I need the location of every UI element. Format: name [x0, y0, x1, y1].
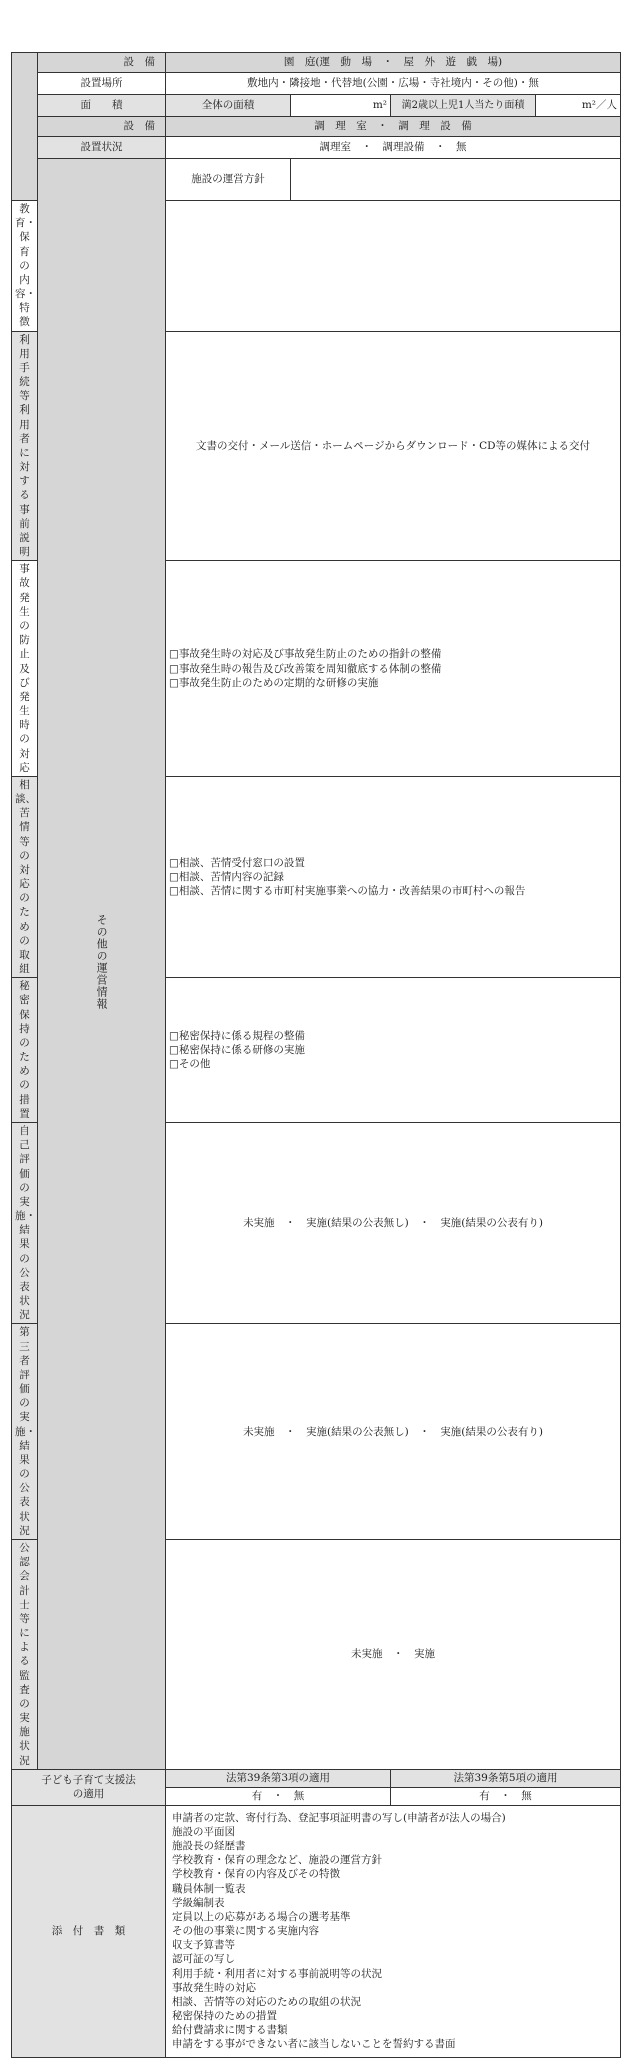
attachment-item: 学校教育・保育の内容及びその特徴: [172, 1868, 340, 1881]
application-form-table: [11, 52, 621, 2058]
per-child-area-field[interactable]: [536, 95, 621, 117]
other-info-value-3: [166, 561, 621, 777]
other-info-line: □その他: [169, 1058, 211, 1071]
other-info-label-3: [12, 561, 38, 777]
garden-location-value: 敷地内・隣接地・代替地(公園・広場・寺社境内・その他)・無: [166, 73, 621, 95]
other-info-line: □事故発生時の報告及び改善策を周知徹底する体制の整備: [169, 662, 442, 675]
attachment-item: 施設の平面図: [172, 1825, 235, 1838]
other-info-label-0: [166, 159, 291, 201]
other-info-label-8: [12, 1539, 38, 1769]
attachment-item: その他の事業に関する実施内容: [172, 1925, 319, 1938]
other-info-value-4: [166, 776, 621, 977]
other-info-label-2: [12, 331, 38, 561]
article39-5-header: 法第39条第5項の適用: [391, 1769, 621, 1787]
other-info-label-text: 自己評価の実施・結果 の公表状況: [15, 1125, 36, 1322]
attachment-item: 事故発生時の対応: [172, 1981, 256, 1994]
childcare-law-label: [12, 1769, 166, 1805]
kitchen-status-value: 調理室 ・ 調理設備 ・ 無: [166, 137, 621, 159]
other-info-line: 未実施 ・ 実施(結果の公表無し) ・ 実施(結果の公表有り): [243, 1425, 543, 1438]
other-info-line: 未実施 ・ 実施(結果の公表無し) ・ 実施(結果の公表有り): [243, 1217, 543, 1230]
article39-3-header: 法第39条第3項の適用: [166, 1769, 391, 1787]
other-info-side-label: [38, 159, 166, 1770]
total-area-field[interactable]: [291, 95, 391, 117]
other-info-value-7: [166, 1324, 621, 1540]
facility-side-cell: [12, 53, 38, 201]
other-info-line: 未実施 ・ 実施: [351, 1648, 435, 1661]
other-info-value-0[interactable]: [291, 159, 621, 201]
per-child-area-label: 満2歳以上児1人当たり面積: [391, 95, 536, 117]
article39-3-value[interactable]: 有 ・ 無: [166, 1787, 391, 1805]
childcare-law-label-text: 子ども子育て支援法 の適用: [41, 1774, 136, 1801]
other-info-line: □秘密保持に係る規程の整備: [169, 1029, 305, 1042]
other-info-value-1[interactable]: [166, 201, 621, 332]
other-info-line: □相談、苦情に関する市町村実施事業への協力・改善結果の市町村への報告: [169, 885, 526, 898]
attachments-label-text: 添 付 書 類: [51, 1925, 126, 1938]
other-info-label-text: 教育・保育 の内容・特徴: [15, 203, 36, 329]
other-info-label-1: [12, 201, 38, 332]
attachment-item: 申請者の定款、寄付行為、登記事項証明書の写し(申請者が法人の場合): [172, 1811, 506, 1824]
attachment-item: 秘密保持のための措置: [172, 2010, 277, 2023]
other-info-line: 文書の交付・メール送信・ホームページからダウンロード・CD等の媒体による交付: [195, 439, 591, 452]
other-info-line: □事故発生防止のための定期的な研修の実施: [169, 676, 379, 689]
other-info-label-7: [12, 1324, 38, 1540]
attachment-item: 申請をする事ができない者に該当しないことを誓約する書面: [172, 2038, 456, 2051]
other-info-value-6: [166, 1123, 621, 1324]
total-area-label: 全体の面積: [166, 95, 291, 117]
attachment-item: 利用手続・利用者に対する事前説明等の状況: [172, 1967, 382, 1980]
other-info-label-text: 公認会計士等によ る監査の実施状況: [19, 1541, 30, 1767]
other-info-label-4: [12, 776, 38, 977]
other-info-value-8: [166, 1539, 621, 1769]
attachments-list: [166, 1805, 621, 2057]
other-info-line: □相談、苦情受付窓口の設置: [169, 856, 305, 869]
attachment-item: 収支予算書等: [172, 1939, 235, 1952]
article39-5-value[interactable]: 有 ・ 無: [391, 1787, 621, 1805]
total-area-unit: m²: [372, 99, 387, 112]
attachment-item: 学校教育・保育の理念など、施設の運営方針: [172, 1854, 382, 1867]
other-info-line: □相談、苦情内容の記録: [169, 870, 284, 883]
attachment-item: 施設長の経歴書: [172, 1840, 246, 1853]
attachment-item: 認可証の写し: [172, 1953, 235, 1966]
garden-header-label: 設 備: [38, 53, 166, 73]
other-info-label-5: [12, 978, 38, 1123]
attachment-item: 定員以上の応募がある場合の選考基準: [172, 1910, 351, 1923]
attachment-item: 職員体制一覧表: [172, 1882, 246, 1895]
kitchen-status-label: 設置状況: [38, 137, 166, 159]
other-info-line: □秘密保持に係る研修の実施: [169, 1044, 305, 1057]
other-info-label-text: 利用手続等利用者 に対する事前説明: [19, 333, 30, 559]
other-info-value-2: [166, 331, 621, 561]
other-info-value-5: [166, 978, 621, 1123]
kitchen-header-value: 調 理 室 ・ 調 理 設 備: [166, 117, 621, 137]
other-info-line: □事故発生時の対応及び事故発生防止のための指針の整備: [169, 648, 442, 661]
attachment-item: 相談、苦情等の対応のための取組の状況: [172, 1995, 361, 2008]
per-child-area-unit: m²／人: [581, 99, 618, 112]
other-info-label-6: [12, 1123, 38, 1324]
garden-area-label: 面 積: [38, 95, 166, 117]
kitchen-header-label: 設 備: [38, 117, 166, 137]
attachment-item: 学級編制表: [172, 1896, 225, 1909]
other-info-label-text: 第三者評価の実施・結 果の公表状況: [15, 1326, 36, 1537]
other-info-label-text: 秘密保持のための措置: [19, 980, 30, 1120]
attachments-label: [12, 1805, 166, 2057]
garden-header-value: 園 庭(運 動 場 ・ 屋 外 遊 戯 場): [166, 53, 621, 73]
other-info-label-text: 施設の運営方針: [191, 173, 265, 186]
other-info-side-text: その他の運営情報: [95, 913, 109, 1010]
other-info-label-text: 事故発生の防止 及び発生時の対応: [19, 563, 30, 774]
other-info-label-text: 相談、苦情等の 対応のための取組: [15, 778, 36, 976]
garden-location-label: 設置場所: [38, 73, 166, 95]
attachment-item: 給付費請求に関する書類: [172, 2024, 288, 2037]
